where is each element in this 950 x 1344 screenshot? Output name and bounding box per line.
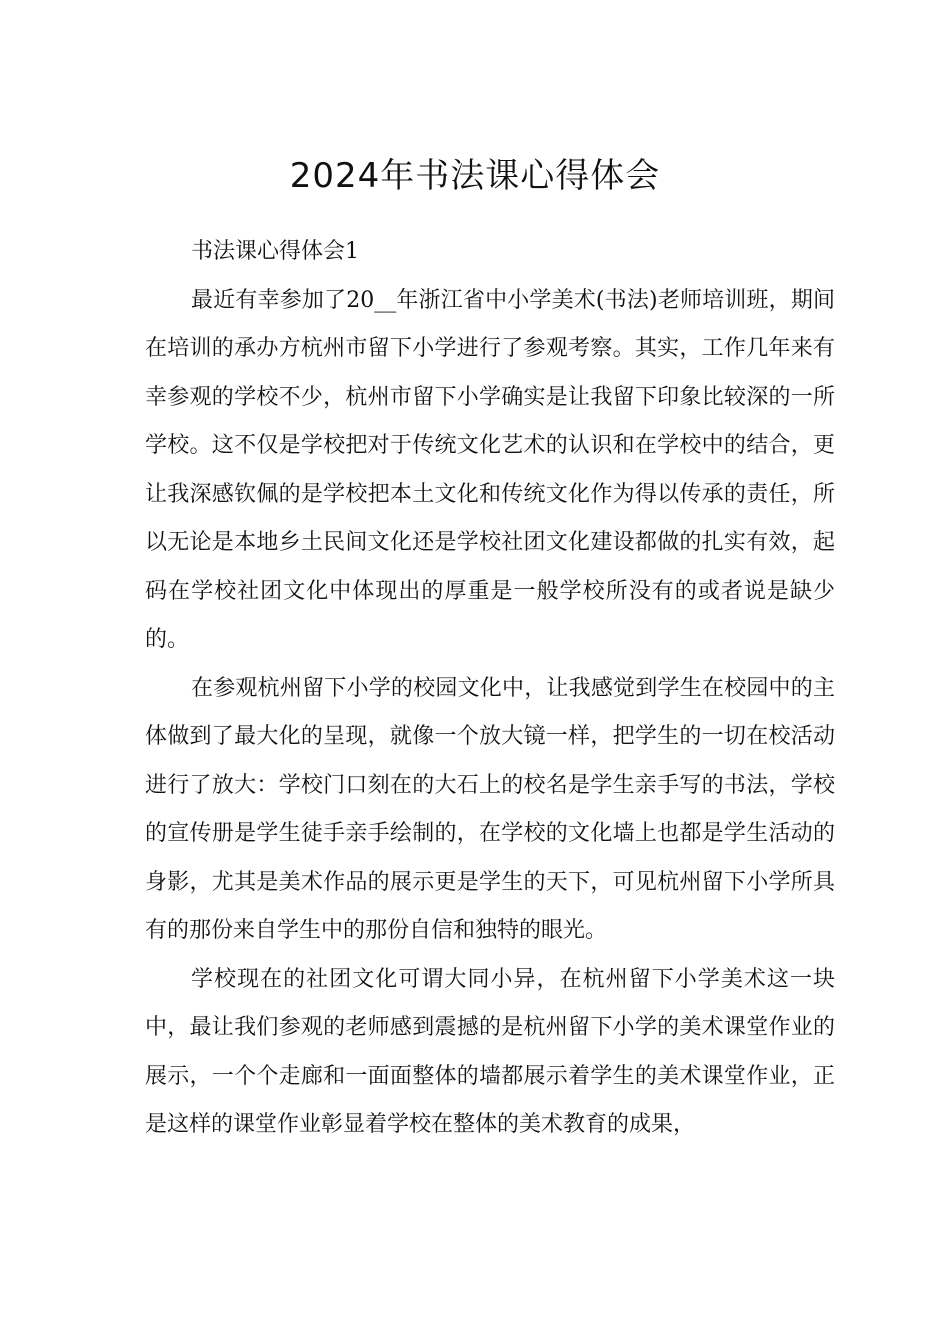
paragraph: 在参观杭州留下小学的校园文化中，让我感觉到学生在校园中的主体做到了最大化的呈现，就像一个放大镜一样，把学生的一切在校活动进行了放大：学校门口刻在的大石上的校名是学生亲手写的书法，学校的宣传册是学生徒手亲手绘制的，在学校的文化墙上也都是学生活动的身影，尤其是美术作品的展示更是学生的天下，可见杭州留下小学所具有的那份来自学生中的那份自信和独特的眼光。 [145, 675, 835, 943]
document-body [145, 228, 835, 1150]
section-heading: 书法课心得体会1 [191, 239, 359, 264]
paragraph: 最近有幸参加了20__年浙江省中小学美术(书法)老师培训班，期间在培训的承办方杭州市留下小学进行了参观考察。其实，工作几年来有幸参观的学校不少，杭州市留下小学确实是让我留下印象比较深的一所学校。这不仅是学校把对于传统文化艺术的认识和在学校中的结合，更让我深感钦佩的是学校把本土文化和传统文化作为得以传承的责任，所以无论是本地乡土民间文化还是学校社团文化建设都做的扎实有效，起码在学校社团文化中体现出的厚重是一般学校所没有的或者说是缺少的。 [145, 287, 835, 652]
paragraph: 学校现在的社团文化可谓大同小异，在杭州留下小学美术这一块中，最让我们参观的老师感到震撼的是杭州留下小学的美术课堂作业的展示，一个个走廊和一面面整体的墙都展示着学生的美术课堂作业，正是这样的课堂作业彰显着学校在整体的美术教育的成果， [145, 966, 835, 1137]
document-title: 2024年书法课心得体会 [289, 155, 661, 196]
